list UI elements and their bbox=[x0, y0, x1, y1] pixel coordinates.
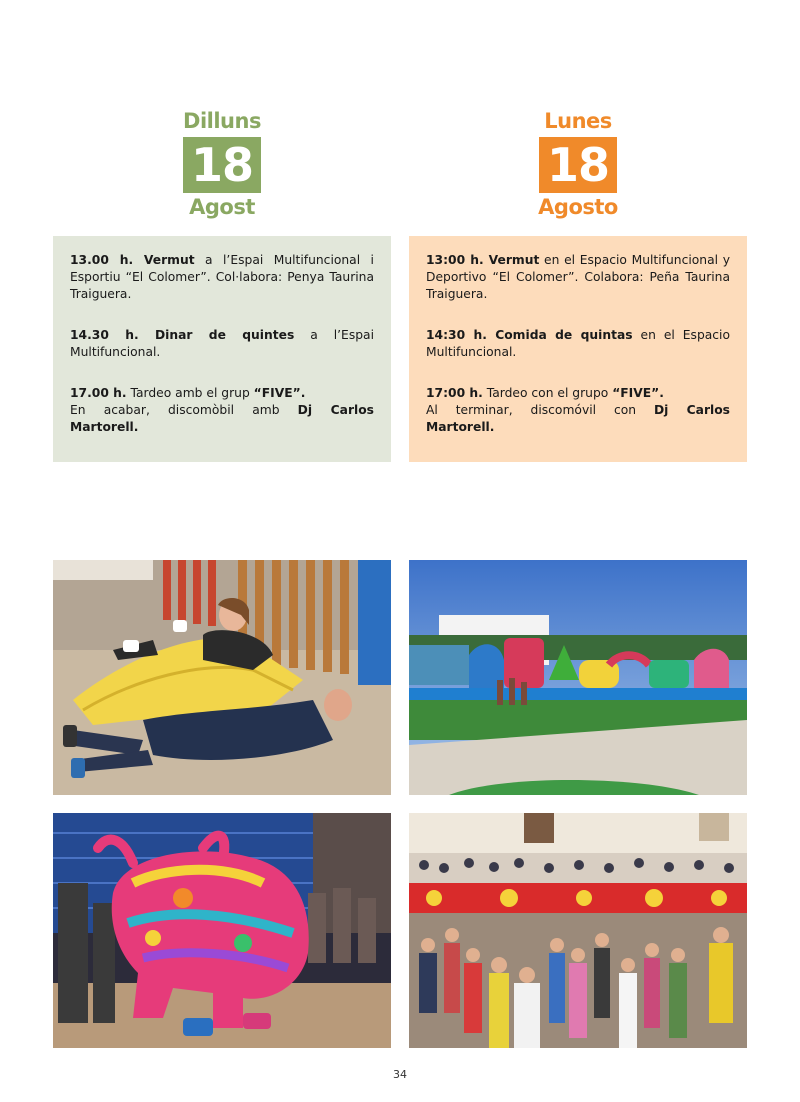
catalan-item-vermut: 13.00 h. Vermut a l’Espai Multifuncional i Esportiu “El Colomer”. Col·labora: Penya Taurina Traiguera. bbox=[70, 253, 374, 301]
spanish-item-tardeo: 17:00 h. Tardeo con el grupo “FIVE”. bbox=[426, 386, 664, 400]
catalan-date-header bbox=[142, 108, 302, 220]
spanish-schedule-box bbox=[409, 236, 747, 462]
photo-bull-game-foam-pad bbox=[53, 560, 391, 795]
spanish-day: Lunes bbox=[544, 109, 612, 133]
photo-colorful-bull-costume bbox=[53, 813, 391, 1048]
page-number: 34 bbox=[393, 1068, 407, 1081]
spanish-month: Agosto bbox=[538, 195, 618, 219]
catalan-item-tardeo: 17.00 h. Tardeo amb el grup “FIVE”. bbox=[70, 386, 306, 400]
catalan-schedule-box bbox=[53, 236, 391, 462]
spanish-item-vermut: 13:00 h. Vermut en el Espacio Multifuncional y Deportivo “El Colomer”. Colabora: Peña Taurina Traiguera. bbox=[426, 253, 730, 301]
spanish-item-discomovil: Al terminar, discomóvil con Dj Carlos Martorell. bbox=[426, 403, 730, 434]
spanish-date-number: 18 bbox=[539, 137, 617, 193]
spanish-item-comida: 14:30 h. Comida de quintas en el Espacio Multifuncional. bbox=[426, 328, 730, 359]
photo-crowd-plaza bbox=[409, 813, 747, 1048]
photo-inflatable-park bbox=[409, 560, 747, 795]
catalan-item-discomobil: En acabar, discomòbil amb Dj Carlos Martorell. bbox=[70, 403, 374, 434]
catalan-date-number: 18 bbox=[183, 137, 261, 193]
spanish-date-header bbox=[498, 108, 658, 220]
catalan-item-dinar: 14.30 h. Dinar de quintes a l’Espai Multifuncional. bbox=[70, 328, 374, 359]
catalan-month: Agost bbox=[189, 195, 255, 219]
catalan-day: Dilluns bbox=[183, 109, 261, 133]
